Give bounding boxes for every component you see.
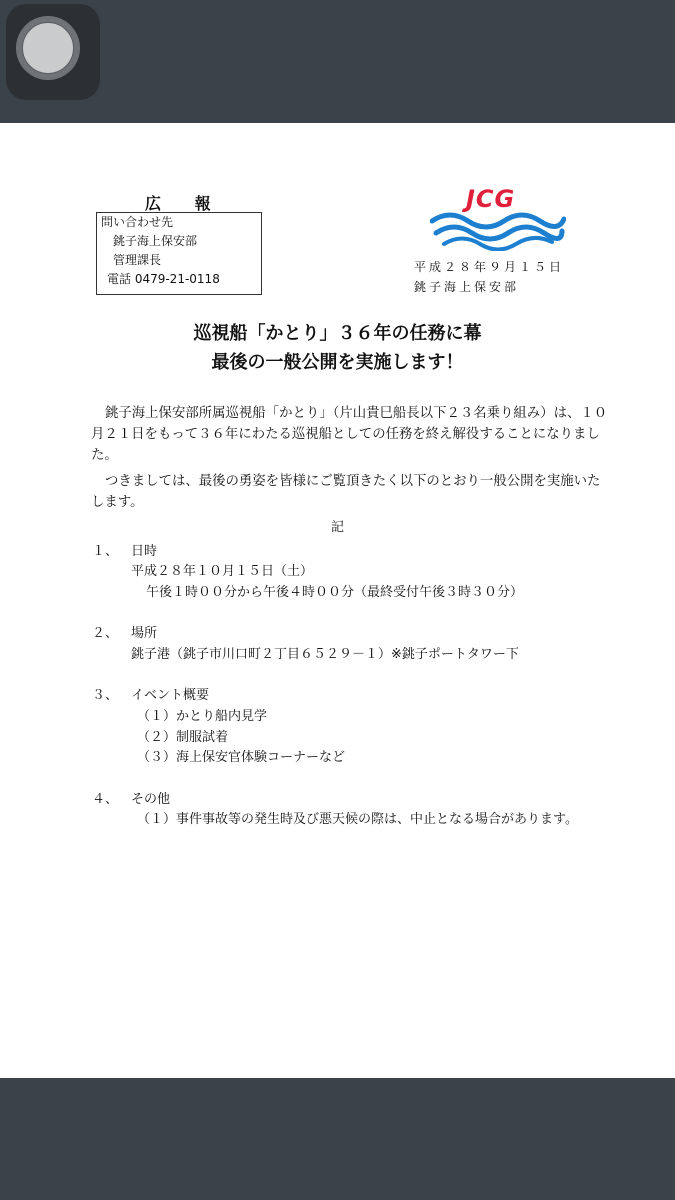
body-paragraph-1: 銚子海上保安部所属巡視船「かとり」（片山貴巳船長以下２３名乗り組み）は、１０月２１日をもって３６年にわたる巡視船としての任務を終え解役することになりました。 [91,406,608,463]
section-number: ４、 [92,792,119,807]
section-heading: 場所 [131,626,158,641]
section-line: （１）かとり船内見学 [137,709,268,724]
release-date: 平成２８年９月１５日 [414,260,565,274]
title-line-1: 巡視船「かとり」３６年の任務に幕 [193,323,482,344]
section-number: ３、 [92,688,119,703]
press-release-document [0,123,675,1078]
section-line: 午後１時００分から午後４時００分（最終受付午後３時３０分） [146,585,524,600]
bottom-bar [0,1078,675,1200]
assistive-touch-ring [16,16,80,80]
section-line: 銚子港（銚子市川口町２丁目６５２９－１）※銚子ポートタワー下 [131,647,519,662]
contact-phone: 電話 0479-21-0118 [107,272,220,286]
section-line: （１）事件事故等の発生時及び悪天候の際は、中止となる場合があります。 [137,812,578,827]
press-label: 広 報 [145,194,225,213]
logo-text: JCG [466,185,516,213]
jcg-logo [430,185,566,253]
section-heading: 日時 [131,544,158,559]
top-bar [0,0,675,123]
title-line-2: 最後の一般公開を実施します！ [211,352,464,373]
issuing-office: 銚子海上保安部 [414,280,520,294]
section-number: １、 [92,544,119,559]
assistive-touch-button[interactable] [6,4,100,100]
section-heading: イベント概要 [131,688,210,703]
contact-office: 銚子海上保安部 [113,234,198,248]
contact-heading: 問い合わせ先 [101,215,174,229]
body-paragraph-2: つきましては、最後の勇姿を皆様にご覧頂きたく以下のとおり一般公開を実施いたします。 [91,474,601,510]
section-heading: その他 [131,792,171,807]
contact-box [96,212,262,295]
section-line: （２）制服試着 [137,730,229,745]
section-line: （３）海上保安官体験コーナーなど [137,750,346,765]
assistive-touch-icon [22,22,74,74]
contact-position: 管理課長 [113,253,162,267]
section-line: 平成２８年１０月１５日（土） [131,564,314,579]
waves-icon [430,211,566,251]
ki-heading: 記 [330,520,344,535]
section-number: ２、 [92,626,119,641]
